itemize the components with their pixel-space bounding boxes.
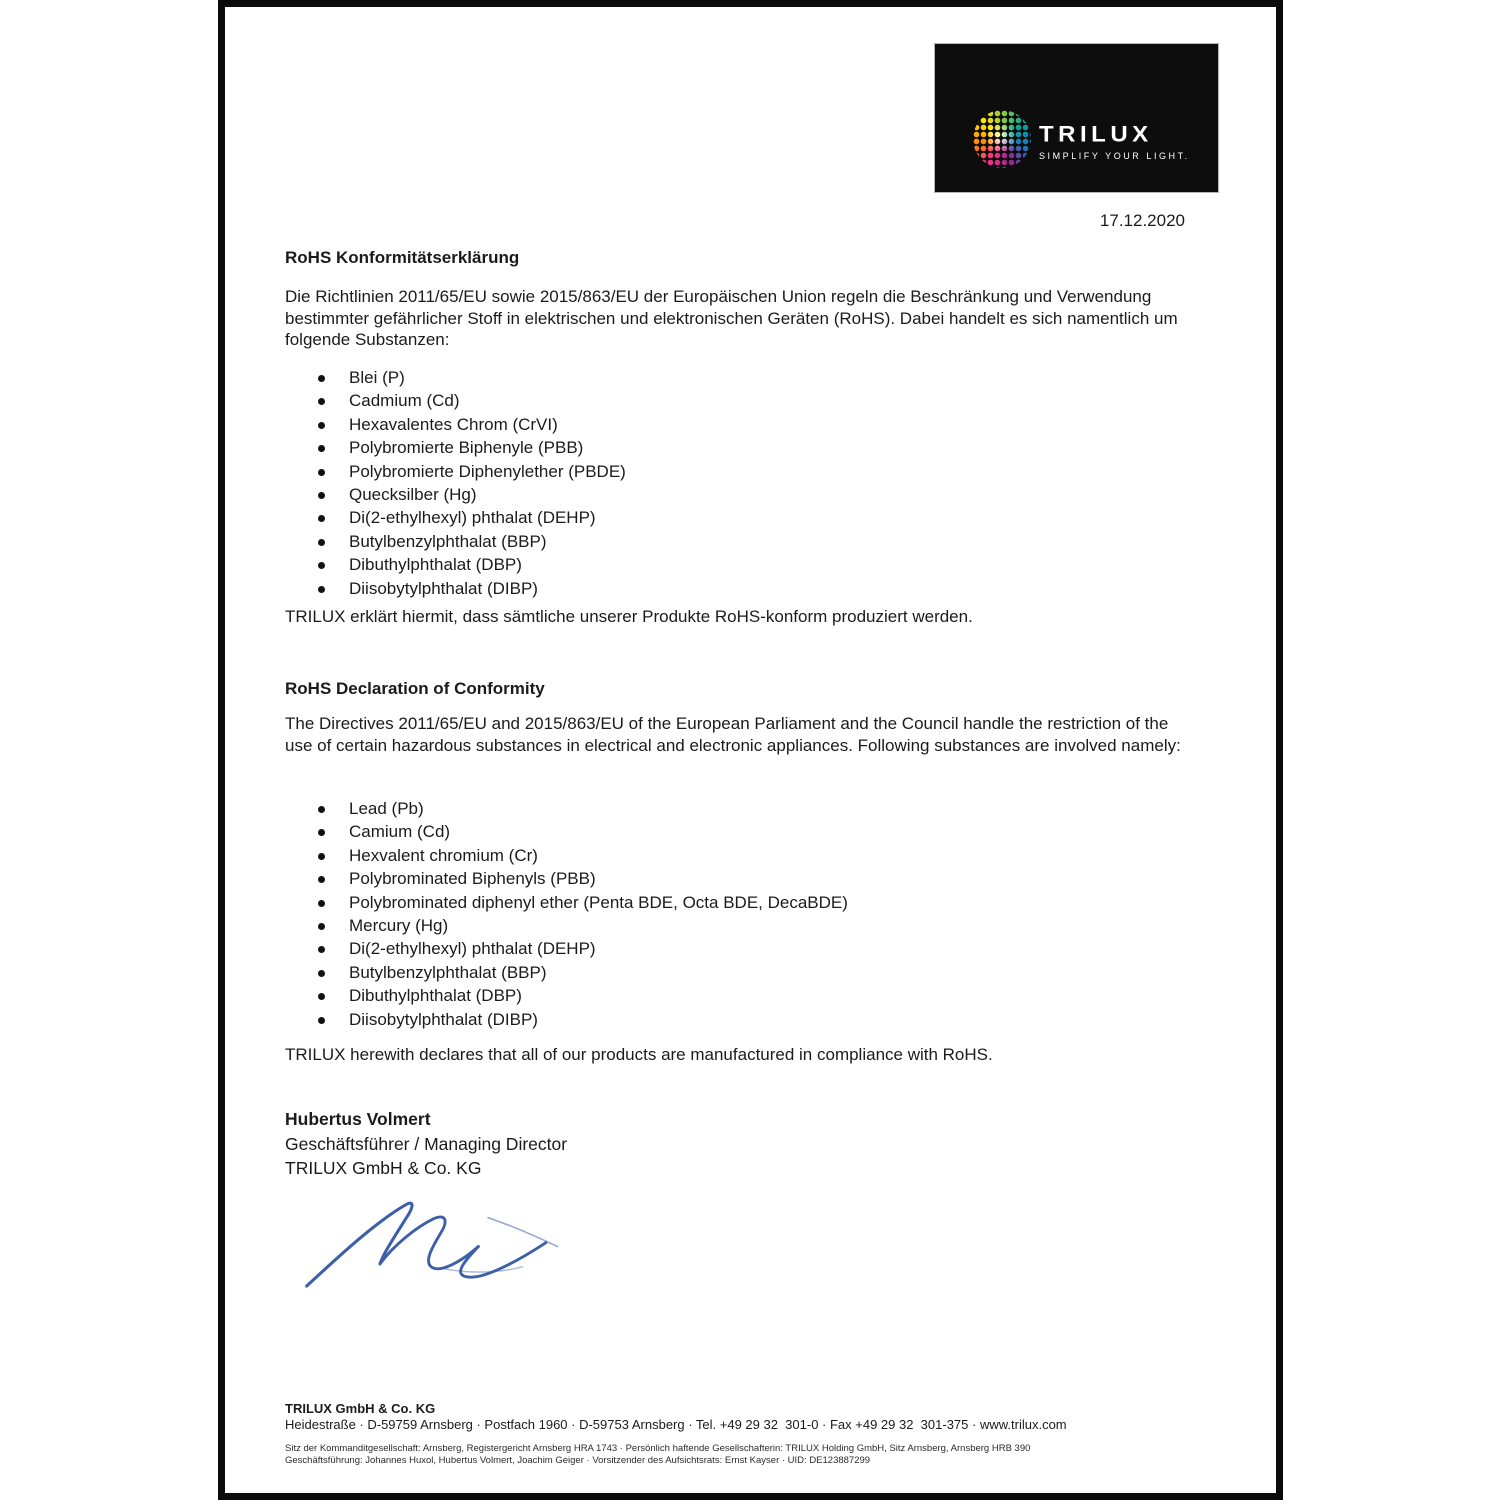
german-closing-paragraph: TRILUX erklärt hiermit, dass sämtliche unserer Produkte RoHS-konform produziert werden. <box>285 607 973 626</box>
substance-label: Cadmium (Cd) <box>349 391 460 411</box>
substance-label: Di(2-ethylhexyl) phthalat (DEHP) <box>349 508 596 528</box>
bullet-icon <box>318 539 325 546</box>
substance-item <box>285 553 1191 576</box>
bullet-icon <box>318 562 325 569</box>
substance-label: Lead (Pb) <box>349 799 424 818</box>
substance-item <box>285 937 1191 960</box>
substance-item <box>285 961 1191 984</box>
bullet-icon <box>318 515 325 522</box>
substance-label: Camium (Cd) <box>349 822 451 842</box>
english-substance-list <box>285 797 1191 1031</box>
substance-item <box>285 506 1191 529</box>
bullet-icon <box>318 1017 325 1024</box>
english-intro-paragraph: The Directives 2011/65/EU and 2015/863/EU of the European Parliament and the Council handle the restriction of the use of certain hazardous substances in electrical and electronic appliances. Following substances are involved namely: <box>285 714 1181 755</box>
german-intro-paragraph: Die Richtlinien 2011/65/EU sowie 2015/863/EU der Europäischen Union regeln die Beschränkung und Verwendung bestimmter gefährlicher Stoff in elektrischen und elektronischen Geräten (RoHS). Dabei handelt es sich namentlich um folgende Substanzen: <box>285 287 1178 349</box>
bullet-icon <box>318 375 325 382</box>
substance-item <box>285 914 1191 937</box>
bullet-icon <box>318 993 325 1000</box>
substance-label: Polybromierte Biphenyle (PBB) <box>349 438 584 458</box>
substance-label: Dibuthylphthalat (DBP) <box>349 986 522 1006</box>
substance-label: Dibuthylphthalat (DBP) <box>349 555 522 575</box>
footer-legal-line-1: Sitz der Kommanditgesellschaft: Arnsberg, Registergericht Arnsberg HRA 1743 · Persönlich haftende Gesellschafterin: TRILUX Holding GmbH, Sitz Arnsberg, Arnsberg HRB 390 <box>285 1443 1031 1454</box>
bullet-icon <box>318 492 325 499</box>
bullet-icon <box>318 923 325 930</box>
substance-label: Polybrominated diphenyl ether (Penta BDE, Octa BDE, DecaBDE) <box>349 892 848 912</box>
trilux-logo <box>934 43 1219 193</box>
substance-item <box>285 577 1191 600</box>
substance-item <box>285 867 1191 890</box>
substance-label: Hexvalent chromium (Cr) <box>349 845 538 865</box>
signer-company: TRILUX GmbH & Co. KG <box>285 1158 482 1178</box>
german-substance-list <box>285 366 1191 600</box>
english-heading: RoHS Declaration of Conformity <box>285 679 545 698</box>
bullet-icon <box>318 422 325 429</box>
substance-item <box>285 984 1191 1007</box>
substance-item <box>285 1008 1191 1031</box>
bullet-icon <box>318 900 325 907</box>
footer-legal-line-2: Geschäftsführung: Johannes Huxol, Hubertus Volmert, Joachim Geiger · Vorsitzender des Aufsichtsrats: Ernst Kayser · UID: DE123887299 <box>285 1455 871 1466</box>
handwritten-signature <box>299 1191 569 1303</box>
footer-company: TRILUX GmbH & Co. KG <box>285 1401 436 1416</box>
substance-item <box>285 413 1191 436</box>
bullet-icon <box>318 398 325 405</box>
substance-item <box>285 483 1191 506</box>
substance-item <box>285 436 1191 459</box>
substance-label: Di(2-ethylhexyl) phthalat (DEHP) <box>349 939 596 959</box>
substance-label: Diisobytylphthalat (DIBP) <box>349 578 538 598</box>
substance-label: Polybromierte Diphenylether (PBDE) <box>349 461 626 481</box>
bullet-icon <box>318 853 325 860</box>
substance-item <box>285 820 1191 843</box>
bullet-icon <box>318 445 325 452</box>
bullet-icon <box>318 829 325 836</box>
substance-item <box>285 460 1191 483</box>
bullet-icon <box>318 970 325 977</box>
substance-label: Butylbenzylphthalat (BBP) <box>349 962 547 982</box>
signer-block <box>285 1107 1191 1181</box>
substance-item <box>285 389 1191 412</box>
signer-title: Geschäftsführer / Managing Director <box>285 1133 568 1154</box>
german-heading: RoHS Konformitätserklärung <box>285 248 520 267</box>
english-closing-paragraph: TRILUX herewith declares that all of our products are manufactured in compliance with RoHS. <box>285 1045 993 1064</box>
substance-label: Quecksilber (Hg) <box>349 485 477 505</box>
signer-name: Hubertus Volmert <box>285 1109 431 1129</box>
substance-item <box>285 530 1191 553</box>
bullet-icon <box>318 876 325 883</box>
substance-label: Diisobytylphthalat (DIBP) <box>349 1009 538 1029</box>
bullet-icon <box>318 946 325 953</box>
substance-label: Hexavalentes Chrom (CrVI) <box>349 414 558 434</box>
substance-label: Polybrominated Biphenyls (PBB) <box>349 869 596 889</box>
substance-item <box>285 844 1191 867</box>
logo-brand: TRILUX <box>1039 122 1153 147</box>
logo-tagline: SIMPLIFY YOUR LIGHT. <box>1039 151 1190 161</box>
substance-item <box>285 891 1191 914</box>
substance-item <box>285 366 1191 389</box>
bullet-icon <box>318 806 325 813</box>
document-page <box>218 0 1283 1500</box>
substance-item <box>285 797 1191 820</box>
bullet-icon <box>318 586 325 593</box>
substance-label: Butylbenzylphthalat (BBP) <box>349 531 547 551</box>
footer-address: Heidestraße · D-59759 Arnsberg · Postfach 1960 · D-59753 Arnsberg · Tel. +49 29 32 301-0 · Fax +49 29 32 301-375 · www.trilux.com <box>285 1417 1067 1432</box>
bullet-icon <box>318 469 325 476</box>
substance-label: Mercury (Hg) <box>349 916 449 936</box>
substance-label: Blei (P) <box>349 368 405 387</box>
logo-sphere-icon <box>973 110 1031 168</box>
document-date: 17.12.2020 <box>1099 211 1185 230</box>
